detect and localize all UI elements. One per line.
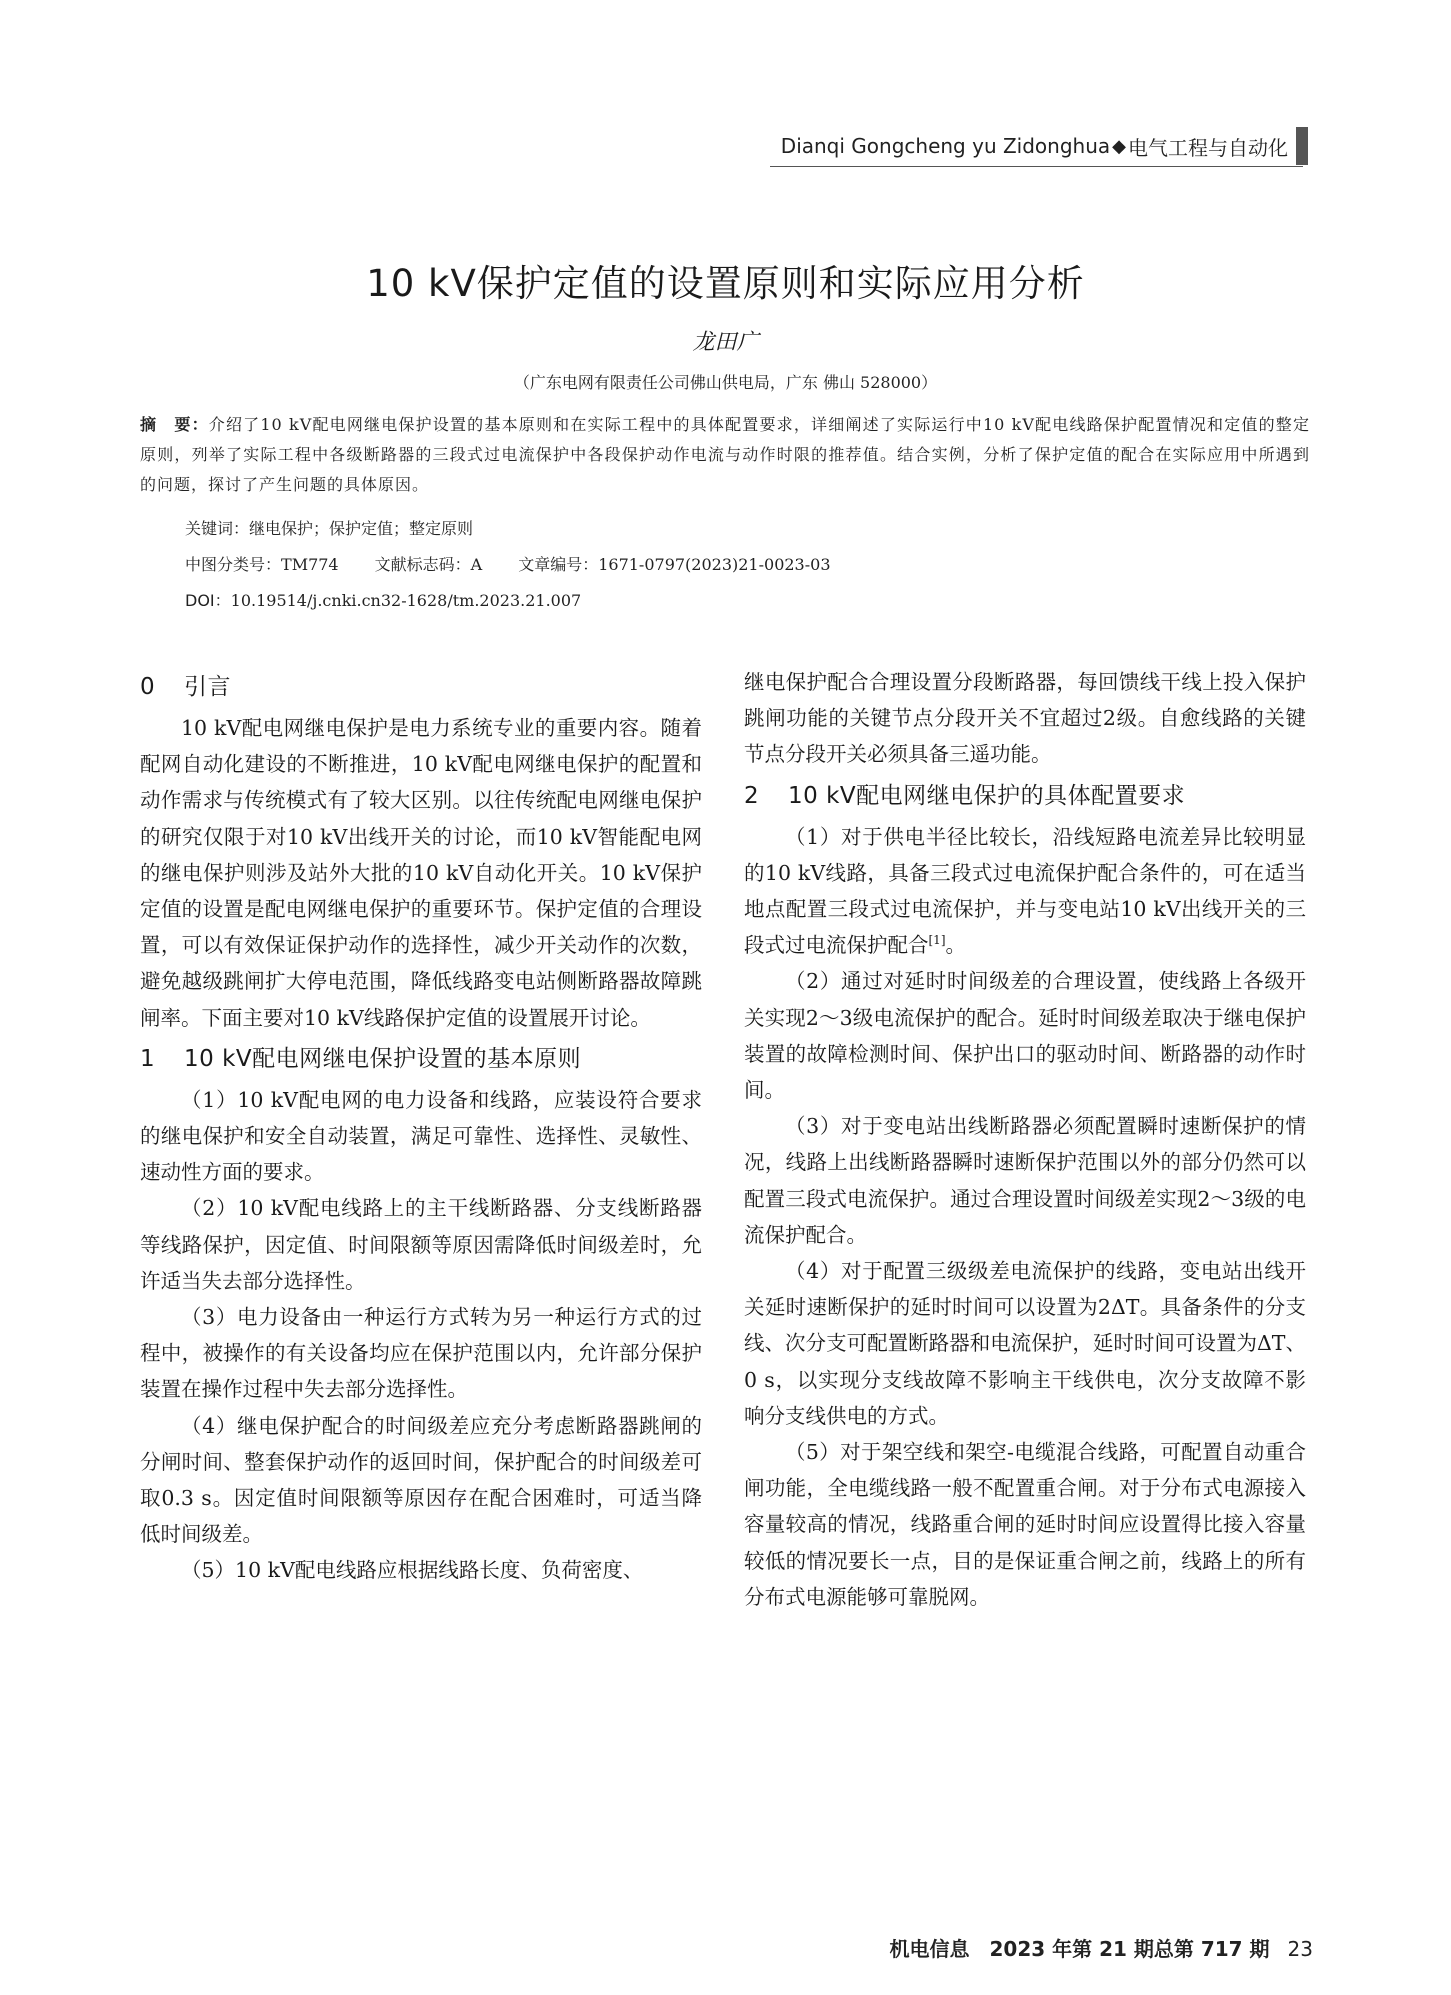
paragraph: （4）继电保护配合的时间级差应充分考虑断路器跳闸的分闸时间、整套保护动作的返回时间，保护配合的时间级差可取0.3 s。因定值时间限额等原因存在配合困难时，可适当降低时间级差。 bbox=[140, 1413, 702, 1547]
clc-label: 中图分类号： bbox=[185, 555, 282, 574]
paragraph: （1）10 kV配电网的电力设备和线路，应装设符合要求的继电保护和安全自动装置，满足可靠性、选择性、灵敏性、速动性方面的要求。 bbox=[140, 1087, 702, 1185]
right-column bbox=[744, 664, 1306, 1615]
doi-value: 10.19514/j.cnki.cn32-1628/tm.2023.21.007 bbox=[230, 591, 582, 610]
paragraph: （1）对于供电半径比较长，沿线短路电流差异比较明显的10 kV线路，具备三段式过电流保护配合条件的，可在适当地点配置三段式过电流保护，并与变电站10 kV出线开关的三段式过电流保护配合[1]。 bbox=[744, 824, 1306, 958]
journal-pinyin: Dianqi Gongcheng yu Zidonghua bbox=[780, 134, 1111, 158]
abstract-text: 介绍了10 kV配电网继电保护设置的基本原则和在实际工程中的具体配置要求，详细阐述了实际运行中10 kV配电线路保护配置情况和定值的整定原则，列举了实际工程中各级断路器的三段式过电流保护中各段保护动作电流与动作时限的推荐值。结合实例，分析了保护定值的配合在实际应用中所遇到的问题，探讨了产生问题的具体原因。 bbox=[140, 415, 1310, 494]
diamond-icon: ◆ bbox=[1112, 135, 1126, 157]
paragraph: （5）对于架空线和架空-电缆混合线路，可配置自动重合闸功能，全电缆线路一般不配置重合闸。对于分布式电源接入容量较高的情况，线路重合闸的延时时间应设置得比接入容量较低的情况要长一点，目的是保证重合闸之前，线路上的所有分布式电源能够可靠脱网。 bbox=[744, 1440, 1306, 1609]
page-footer bbox=[889, 1933, 1313, 1962]
header-bar bbox=[1296, 127, 1308, 165]
paragraph: （3）电力设备由一种运行方式转为另一种运行方式的过程中，被操作的有关设备均应在保护范围以内，允许部分保护装置在操作过程中失去部分选择性。 bbox=[140, 1305, 702, 1402]
doi bbox=[185, 588, 581, 611]
journal-header bbox=[781, 127, 1308, 165]
paragraph: 继电保护配合合理设置分段断路器，每回馈线干线上投入保护跳闸功能的关键节点分段开关不宜超过2级。自愈线路的关键节点分段开关必须具备三遥功能。 bbox=[744, 670, 1306, 767]
left-column bbox=[140, 664, 702, 1589]
doi-label: DOI： bbox=[185, 591, 231, 610]
paragraph: （2）通过对延时时间级差的合理设置，使线路上各级开关实现2～3级电流保护的配合。延时时间级差取决于继电保护装置的故障检测时间、保护出口的驱动时间、断路器的动作时间。 bbox=[744, 969, 1306, 1103]
affiliation: （广东电网有限责任公司佛山供电局，广东 佛山 528000） bbox=[513, 373, 938, 392]
clc-value: TM774 bbox=[281, 555, 339, 574]
article-no-value: 1671-0797(2023)21-0023-03 bbox=[598, 555, 831, 574]
paragraph: （4）对于配置三级级差电流保护的线路，变电站出线开关延时速断保护的延时时间可以设置为2ΔT。具备条件的分支线、次分支可配置断路器和电流保护，延时时间可设置为ΔT、0 s，以实现分支线故障不影响主干线供电，次分支故障不影响分支线供电的方式。 bbox=[744, 1259, 1306, 1428]
keywords-text: 继电保护；保护定值；整定原则 bbox=[249, 519, 474, 538]
abstract-label: 摘 要： bbox=[140, 415, 209, 434]
paragraph: （2）10 kV配电线路上的主干线断路器、分支线断路器等线路保护，因定值、时间限额等原因需降低时间级差时，允许适当失去部分选择性。 bbox=[140, 1196, 702, 1293]
keywords-label: 关键词： bbox=[185, 519, 250, 538]
article-no-label: 文章编号： bbox=[518, 555, 599, 574]
paragraph: （3）对于变电站出线断路器必须配置瞬时速断保护的情况，线路上出线断路器瞬时速断保护范围以外的部分仍然可以配置三段式电流保护。通过合理设置时间级差实现2～3级的电流保护配合。 bbox=[744, 1114, 1306, 1247]
abstract bbox=[140, 410, 1310, 500]
page-number: 23 bbox=[1287, 1937, 1313, 1961]
paragraph: （5）10 kV配电线路应根据线路长度、负荷密度、 bbox=[181, 1558, 644, 1583]
classification bbox=[185, 552, 831, 575]
section-heading: 0 引言 bbox=[140, 674, 231, 700]
citation[interactable]: [1] bbox=[928, 933, 946, 948]
author: 龙田广 bbox=[692, 330, 759, 355]
doc-label: 文献标志码： bbox=[374, 555, 471, 574]
section-heading: 2 10 kV配电网继电保护的具体配置要求 bbox=[744, 782, 1186, 809]
header-rule bbox=[770, 166, 1303, 167]
section-heading: 1 10 kV配电网继电保护设置的基本原则 bbox=[140, 1045, 582, 1072]
article-title: 10 kV保护定值的设置原则和实际应用分析 bbox=[366, 262, 1085, 305]
keywords bbox=[185, 516, 473, 539]
paragraph: 10 kV配电网继电保护是电力系统专业的重要内容。随着配网自动化建设的不断推进，10 kV配电网继电保护的配置和动作需求与传统模式有了较大区别。以往传统配电网继电保护的研究仅限于对10 kV出线开关的讨论，而10 kV智能配电网的继电保护则涉及站外大批的10 kV自动化开关。10 kV保护定值的设置是配电网继电保护的重要环节。保护定值的合理设置，可以有效保证保护动作的选择性，减少开关动作的次数，避免越级跳闸扩大停电范围，降低线路变电站侧断路器故障跳闸率。下面主要对10 kV线路保护定值的设置展开讨论。 bbox=[140, 716, 702, 1030]
footer-issue: 机电信息 2023 年第 21 期总第 717 期 bbox=[889, 1937, 1270, 1961]
journal-name-cn: 电气工程与自动化 bbox=[1128, 135, 1288, 160]
doc-value: A bbox=[470, 555, 483, 574]
